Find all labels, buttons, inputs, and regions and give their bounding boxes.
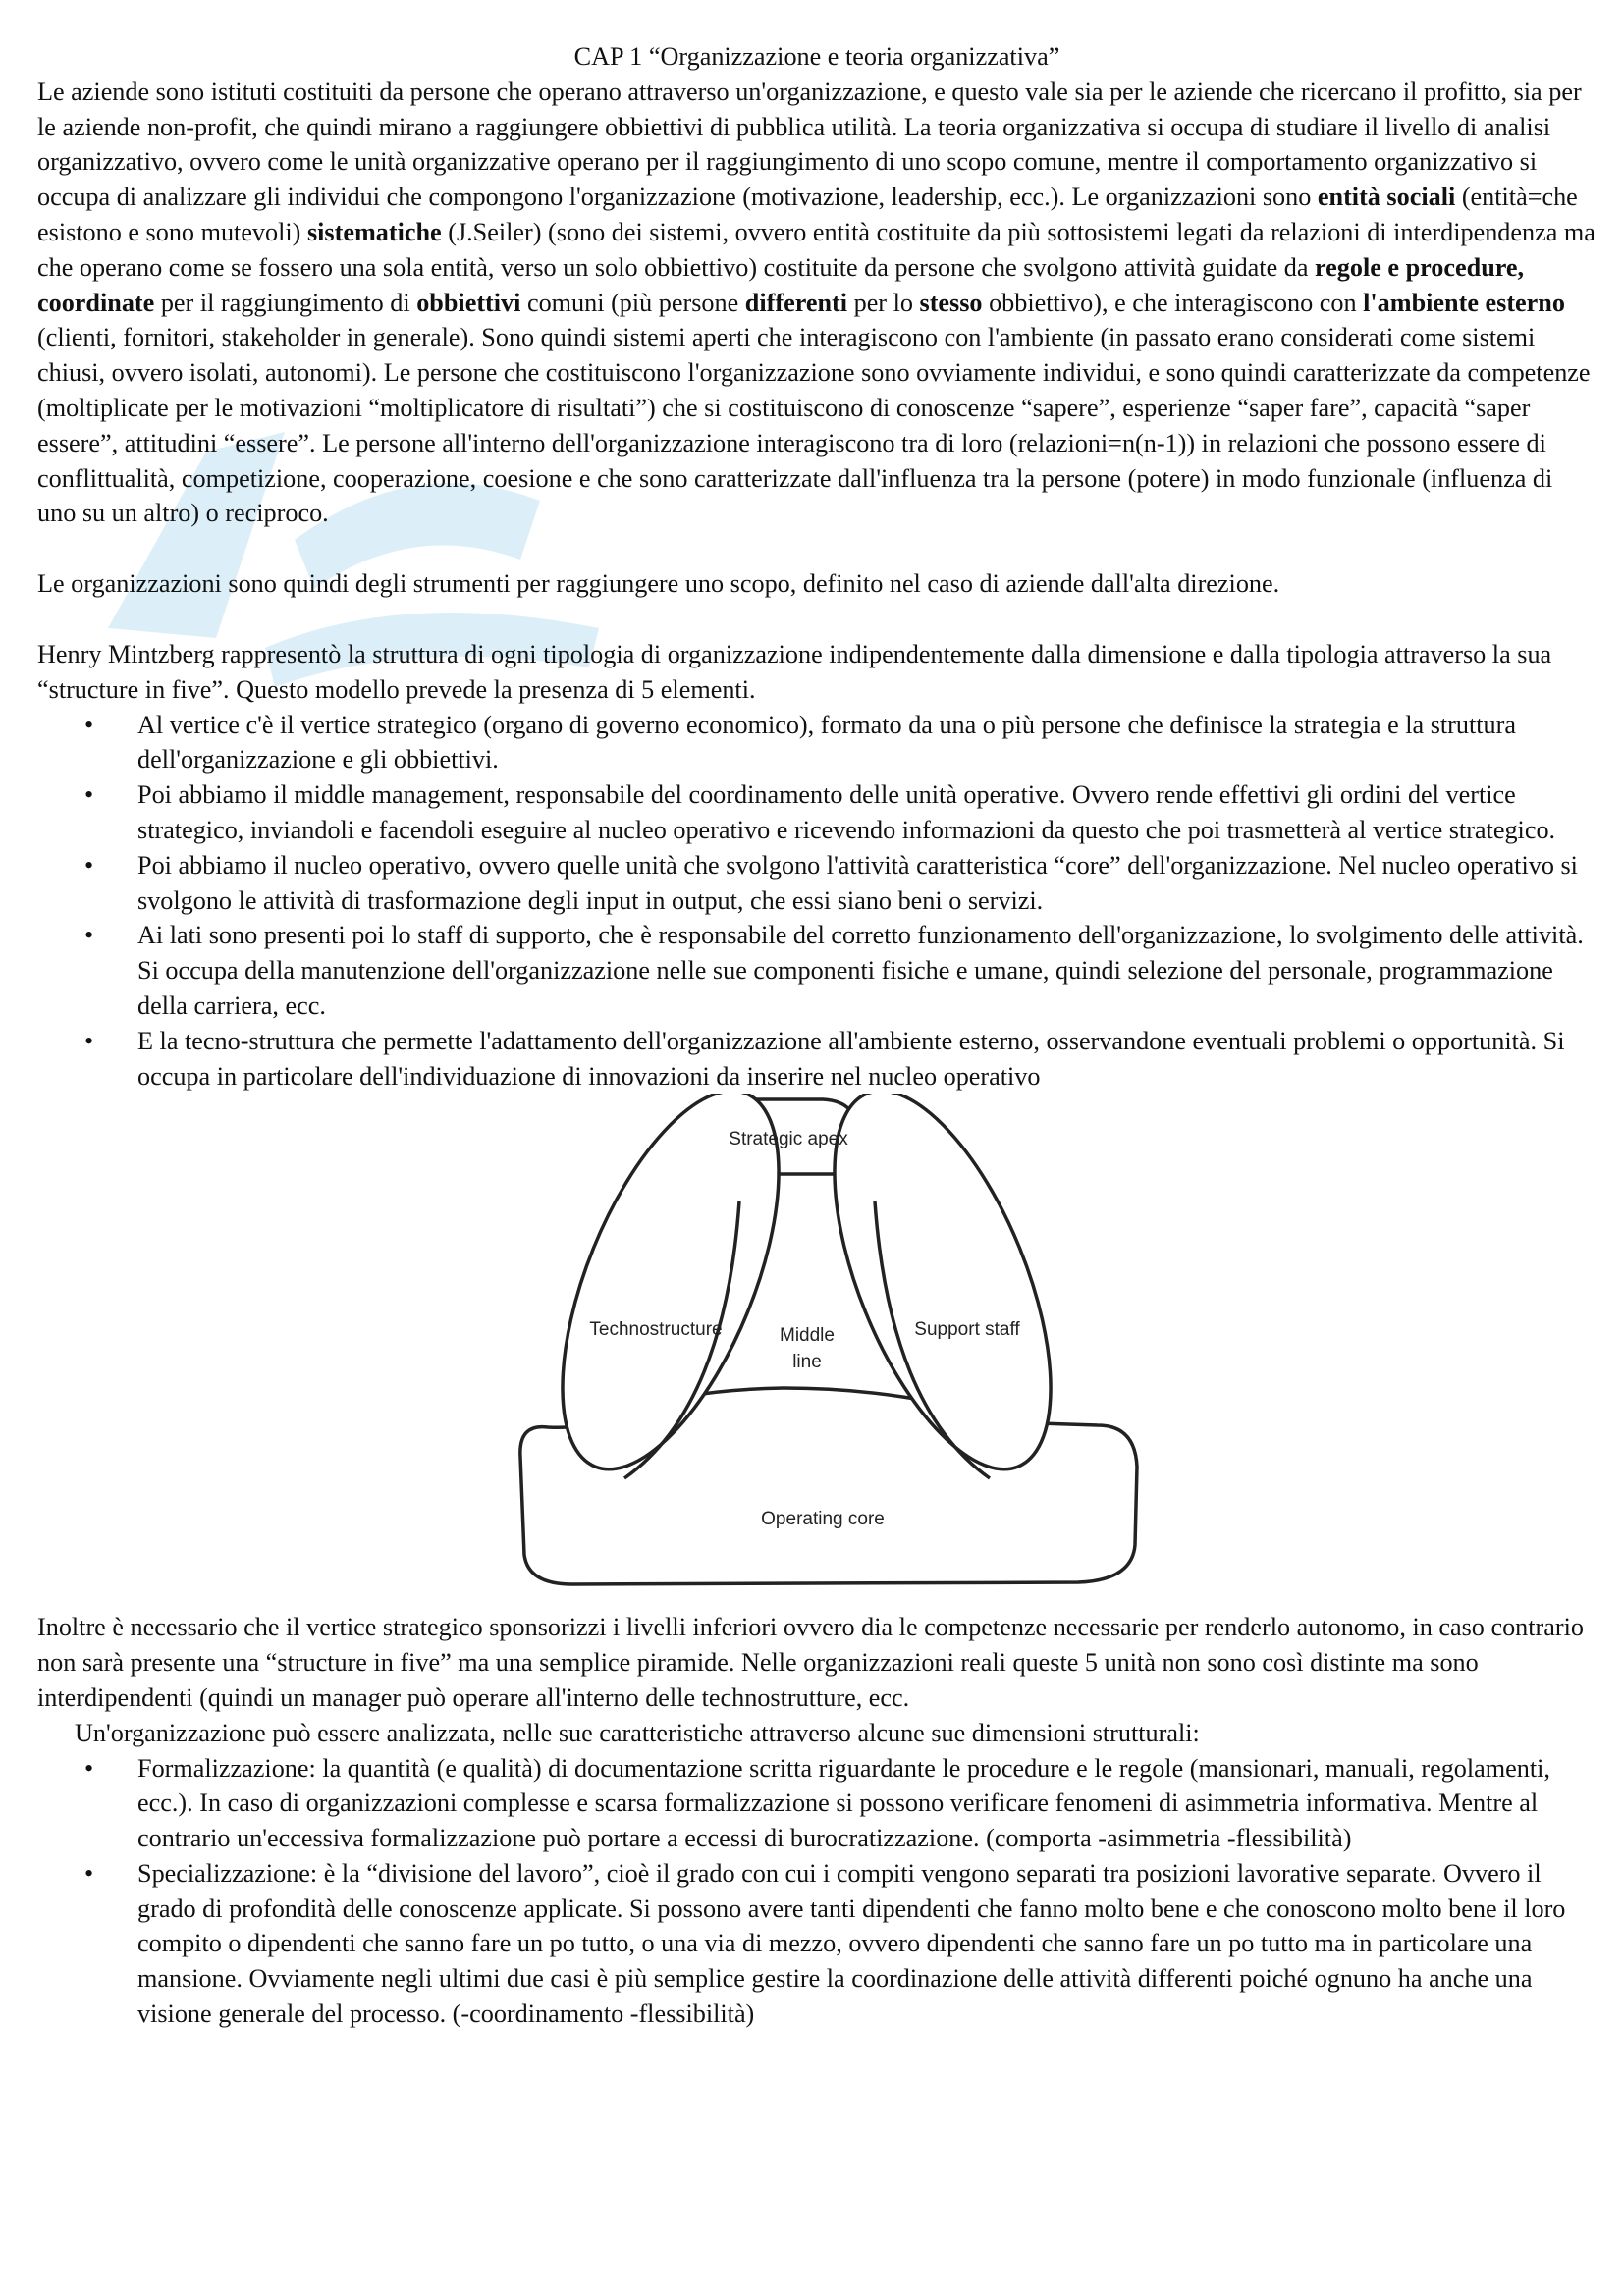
intro-text-2: (entità=che esistono e sono mutevoli)	[37, 183, 1578, 246]
intro-text-8: (clienti, fornitori, stakeholder in generale). Sono quindi sistemi aperti che interagiscono con l'ambiente (in passato erano considerati come sistemi chiusi, ovvero isolati, autonomi). Le persone che costituiscono l'organizzazione sono ovviamente individui, e sono quindi caratterizzate da competenze (moltiplicate per le motivazioni “moltiplicatore di risultati”) che si costituiscono di conoscenze “sapere”, esperienze “saper fare”, capacità “saper essere”, attitudini “essere”. Le persone all'interno dell'organizzazione interagiscono tra di loro (relazioni=n(n-1)) in relazioni che possono essere di conflittualità, competizione, cooperazione, coesione e che sono caratterizzate dall'influenza tra la persone (potere) in modo funzionale (influenza di uno su un altro) o reciproco.	[37, 323, 1591, 528]
diagram-svg	[37, 1094, 1596, 1610]
paragraph-strumenti: Le organizzazioni sono quindi degli strumenti per raggiungere uno scopo, definito nel caso di aziende dall'alta direzione.	[37, 569, 1280, 599]
bullet-icon: •	[84, 780, 94, 810]
list-item	[37, 918, 1596, 1023]
list-item	[37, 708, 1596, 778]
paragraph-mintzberg: Henry Mintzberg rappresentò la struttura di ogni tipologia di organizzazione indipendentemente dalla dimensione e dalla tipologia attraverso la sua “structure in five”. Questo modello prevede la presenza di 5 elementi.	[37, 639, 1552, 704]
intro-bold-regole: regole e procedure, coordinate	[37, 252, 1525, 317]
intro-text-7: obbiettivo), e che interagiscono con	[982, 288, 1364, 317]
document-body	[37, 39, 1596, 2032]
list-item	[37, 1856, 1596, 2032]
label-middle-line-2: line	[792, 1352, 822, 1373]
bullet-icon: •	[84, 710, 94, 739]
intro-text-5: comuni (più persone	[520, 288, 745, 317]
label-operating-core: Operating core	[761, 1509, 885, 1530]
bullet-icon: •	[84, 850, 94, 880]
intro-bold-sistematiche: sistematiche	[306, 217, 442, 246]
intro-bold-differenti: differenti	[744, 288, 848, 317]
intro-paragraph	[37, 75, 1596, 531]
intro-bold-obbiettivi: obbiettivi	[416, 288, 521, 317]
list-item	[37, 777, 1596, 848]
structure-list	[37, 708, 1596, 1095]
label-strategic-apex: Strategic apex	[729, 1129, 848, 1150]
list-item	[37, 1751, 1596, 1856]
page-title: CAP 1 “Organizzazione e teoria organizzativa”	[573, 42, 1060, 71]
list-item-text: Al vertice c'è il vertice strategico (organo di governo economico), formato da una o più persone che definisce la strategia e la struttura dell'organizzazione e gli obbiettivi.	[137, 710, 1516, 774]
intro-text-1: Le aziende sono istituti costituiti da persone che operano attraverso un'organizzazione, e questo vale sia per le aziende che ricercano il profitto, sia per le aziende non-profit, che quindi mirano a raggiungere obbiettivi di pubblica utilità. La teoria organizzativa si occupa di studiare il livello di analisi organizzativo, ovvero come le unità organizzative operano per il raggiungimento di uno scopo comune, mentre il comportamento organizzativo si occupa di analizzare gli individui che compongono l'organizzazione (motivazione, leadership, ecc.). Le organizzazioni sono	[37, 77, 1582, 212]
list-item-text: Ai lati sono presenti poi lo staff di supporto, che è responsabile del corretto funzionamento dell'organizzazione, lo svolgimento delle attività. Si occupa della manutenzione dell'organizzazione nelle sue componenti fisiche e umane, quindi selezione del personale, programmazione della carriera, ecc.	[137, 921, 1584, 1020]
bullet-icon: •	[84, 1858, 94, 1888]
list-item-text: Poi abbiamo il nucleo operativo, ovvero quelle unità che svolgono l'attività caratteristica “core” dell'organizzazione. Nel nucleo operativo si svolgono le attività di trasformazione degli input in output, che essi siano beni o servizi.	[137, 850, 1578, 915]
label-support-staff: Support staff	[914, 1319, 1020, 1341]
dimensions-list	[37, 1751, 1596, 2032]
list-item-text: Formalizzazione: la quantità (e qualità) di documentazione scritta riguardante le procedure e le regole (mansionari, manuali, regolamenti, ecc.). In caso di organizzazioni complesse e scarsa formalizzazione si possono verificare fenomeni di asimmetria informativa. Mentre al contrario un'eccessiva formalizzazione può portare a eccessi di burocratizzazione. (comporta -asimmetria -flessibilità)	[137, 1753, 1550, 1853]
bullet-icon: •	[84, 1026, 94, 1055]
list-item-text: Poi abbiamo il middle management, responsabile del coordinamento delle unità operative. Ovvero rende effettivi gli ordini del vertice strategico, inviandoli e facendoli eseguire al nucleo operativo e ricevendo informazioni da questo che poi trasmetterà al vertice strategico.	[137, 780, 1556, 844]
intro-bold-entita-sociali: entità sociali	[1317, 183, 1456, 212]
bullet-icon: •	[84, 921, 94, 950]
label-technostructure: Technostructure	[589, 1319, 723, 1341]
list-item-text: Specializzazione: è la “divisione del lavoro”, cioè il grado con cui i compiti vengono separati tra posizioni lavorative separate. Ovvero il grado di profondità delle conoscenze applicate. Si possono avere tanti dipendenti che fanno molto bene e che conoscono molto bene il loro compito o dipendenti che sanno fare un po tutto, o una via di mezzo, ovvero dipendenti che sanno fare un po tutto ma in particolare una mansione. Ovviamente negli ultimi due casi è più semplice gestire la coordinazione delle attività differenti poiché ognuno ha anche una visione generale del processo. (-coordinamento -flessibilità)	[137, 1858, 1566, 2029]
intro-text-4: per il raggiungimento di	[154, 288, 417, 317]
intro-text-6: per lo	[847, 288, 920, 317]
paragraph-dimensioni: Un'organizzazione può essere analizzata, nelle sue caratteristiche attraverso alcune sue dimensioni strutturali:	[75, 1718, 1200, 1747]
intro-text-3: (J.Seiler) (sono dei sistemi, ovvero entità costituite da più sottosistemi legati da relazioni di interdipendenza ma che operano come se fossero una sola entità, verso un solo obbiettivo) costituite da persone che svolgono attività guidate da	[37, 217, 1596, 282]
label-middle-line-1: Middle	[780, 1325, 835, 1347]
intro-bold-ambiente: l'ambiente esterno	[1363, 288, 1565, 317]
list-item-text: E la tecno-struttura che permette l'adattamento dell'organizzazione all'ambiente esterno, osservandone eventuali problemi o opportunità. Si occupa in particolare dell'individuazione di innovazioni da inserire nel nucleo operativo	[137, 1026, 1565, 1091]
bullet-icon: •	[84, 1753, 94, 1783]
list-item	[37, 1024, 1596, 1095]
paragraph-sponsorizzi: Inoltre è necessario che il vertice strategico sponsorizzi i livelli inferiori ovvero dia le competenze necessarie per renderlo autonomo, in caso contrario non sarà presente una “structure in five” ma una semplice piramide. Nelle organizzazioni reali queste 5 unità non sono così distinte ma sono interdipendenti (quindi un manager può operare all'interno delle technostrutture, ecc.	[37, 1613, 1584, 1712]
list-item	[37, 848, 1596, 919]
intro-bold-stesso: stesso	[919, 288, 983, 317]
structure-in-five-diagram	[37, 1094, 1596, 1610]
